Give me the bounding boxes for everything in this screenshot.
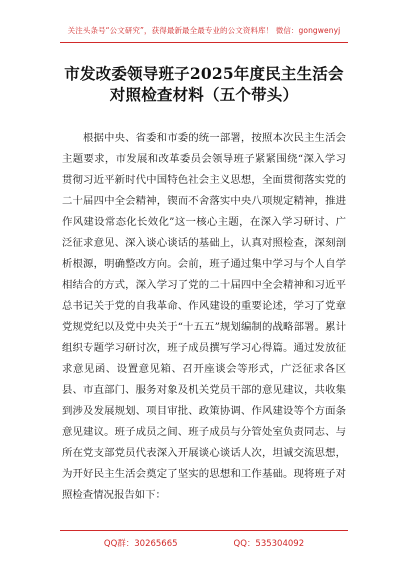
header-divider (60, 42, 348, 43)
footer-qq: QQ：535304092 (233, 539, 305, 549)
body-paragraph: 根据中央、省委和市委的统一部署，按照本次民主生活会主题要求，市发展和改革委员会领导班子紧紧围绕“深入学习贯彻习近平新时代中国特色社会主义思想，全面贯彻落实党的二十届四中全会精神，锲而不舍落实中央八项规定精神，推进作风建设常态化长效化”这一核心主题，在深入学习研讨、广泛征求意见、深入谈心谈话的基础上，认真对照检查，深刻剖析根源，明确整改方向。会前，班子通过集中学习与个人自学相结合的方式，深入学习了党的二十届四中全会精神和习近平总书记关于党的自我革命、作风建设的重要论述，学习了党章党规党纪以及党中央关于“十五五”规划编制的战略部署。累计组织专题学习研讨次，班子成员撰写学习心得篇。通过发放征求意见函、设置意见箱、召开座谈会等形式，广泛征求各区县、市直部门、服务对象及机关党员干部的意见建议，共收集到涉及发展规划、项目审批、政策协调、作风建设等个方面条意见建议。班子成员之间、班子成员与分管处室负责同志、与所在党支部党员代表深入开展谈心谈话人次，坦诚交流思想，为开好民主生活会奠定了坚实的思想和工作基础。现将班子对照检查情况报告如下： (62, 132, 346, 501)
header-promo-note: 关注头条号“公文研究”，获得最新最全最专业的公文资料库！ 微信：gongwenyj (67, 26, 341, 35)
footer-divider (60, 530, 348, 531)
title-line-2: 对照检查材料（五个带头） (109, 85, 299, 104)
footer-contact (0, 537, 408, 549)
document-title (0, 63, 408, 105)
footer-qq-group: QQ群：30265665 (103, 539, 178, 549)
title-line-1: 市发改委领导班子2025年度民主生活会 (64, 64, 344, 83)
